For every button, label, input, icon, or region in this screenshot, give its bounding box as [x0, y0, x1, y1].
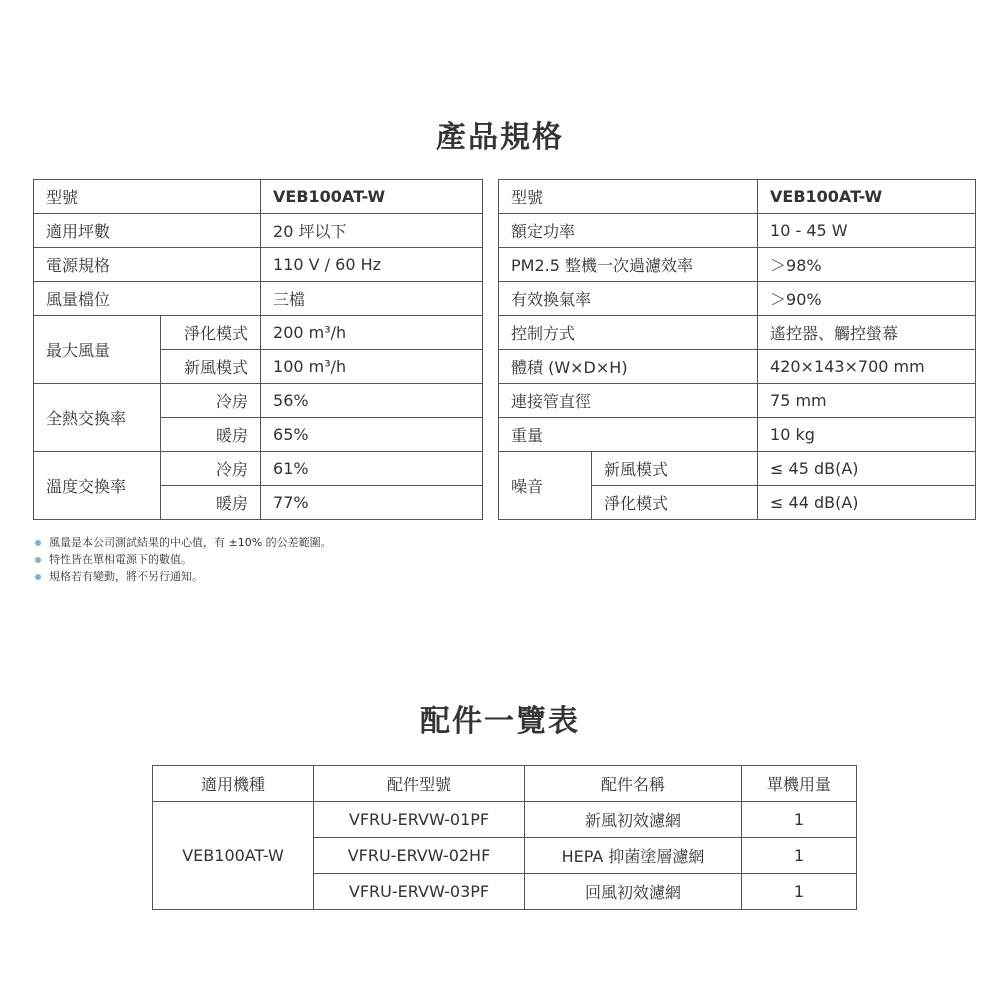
- table-row: [34, 282, 483, 316]
- header-model: 適用機種: [153, 766, 314, 802]
- size-value: 420×143×700 mm: [758, 350, 976, 384]
- bullet-icon: [35, 540, 41, 546]
- rated-power-value: 10 - 45 W: [758, 214, 976, 248]
- control-value: 遙控器、觸控螢幕: [758, 316, 976, 350]
- part-number: VFRU-ERVW-02HF: [314, 838, 525, 874]
- max-air-label: 最大風量: [34, 316, 161, 384]
- table-row: [499, 350, 976, 384]
- noise-fresh-label: 新風模式: [592, 452, 758, 486]
- pm25-value: ＞98%: [758, 248, 976, 282]
- table-row: [153, 802, 857, 838]
- heat-exchange-label: 全熱交換率: [34, 384, 161, 452]
- noise-purify-label: 淨化模式: [592, 486, 758, 520]
- table-row: [34, 214, 483, 248]
- power-label: 電源規格: [34, 248, 261, 282]
- table-row: [499, 282, 976, 316]
- part-qty: 1: [742, 874, 857, 910]
- note-text: 風量是本公司測試結果的中心值，有 ±10% 的公差範圍。: [49, 536, 332, 549]
- purify-air-value: 200 m³/h: [261, 316, 483, 350]
- bullet-icon: [35, 574, 41, 580]
- power-value: 110 V / 60 Hz: [261, 248, 483, 282]
- heat-cool-value: 56%: [261, 384, 483, 418]
- warm-label: 暖房: [161, 486, 261, 520]
- applicable-model: VEB100AT-W: [153, 802, 314, 910]
- model-label: 型號: [499, 180, 758, 214]
- model-value: VEB100AT-W: [758, 180, 976, 214]
- spec-title: 產品規格: [436, 120, 564, 155]
- accessories-table: [152, 765, 857, 910]
- note-item: [35, 534, 332, 551]
- spec-table-left: [33, 179, 483, 520]
- noise-purify-value: ≤ 44 dB(A): [758, 486, 976, 520]
- cool-label: 冷房: [161, 452, 261, 486]
- table-row: [34, 316, 483, 350]
- model-value: VEB100AT-W: [261, 180, 483, 214]
- header-name: 配件名稱: [525, 766, 742, 802]
- part-number: VFRU-ERVW-01PF: [314, 802, 525, 838]
- table-row: [34, 452, 483, 486]
- pipe-label: 連接管直徑: [499, 384, 758, 418]
- weight-label: 重量: [499, 418, 758, 452]
- note-item: [35, 568, 332, 585]
- pipe-value: 75 mm: [758, 384, 976, 418]
- ventilation-label: 有效換氣率: [499, 282, 758, 316]
- area-label: 適用坪數: [34, 214, 261, 248]
- temp-cool-value: 61%: [261, 452, 483, 486]
- table-row: [499, 452, 976, 486]
- temp-warm-value: 77%: [261, 486, 483, 520]
- speed-value: 三檔: [261, 282, 483, 316]
- model-label: 型號: [34, 180, 261, 214]
- note-text: 特性皆在單相電源下的數值。: [49, 553, 192, 566]
- speed-label: 風量檔位: [34, 282, 261, 316]
- table-row: [34, 384, 483, 418]
- warm-label: 暖房: [161, 418, 261, 452]
- spec-notes: [35, 534, 332, 585]
- weight-value: 10 kg: [758, 418, 976, 452]
- header-part: 配件型號: [314, 766, 525, 802]
- note-text: 規格若有變動，將不另行通知。: [49, 570, 203, 583]
- heat-warm-value: 65%: [261, 418, 483, 452]
- pm25-label: PM2.5 整機一次過濾效率: [499, 248, 758, 282]
- bullet-icon: [35, 557, 41, 563]
- accessories-title: 配件一覽表: [420, 704, 580, 739]
- noise-fresh-value: ≤ 45 dB(A): [758, 452, 976, 486]
- fresh-mode-label: 新風模式: [161, 350, 261, 384]
- cool-label: 冷房: [161, 384, 261, 418]
- area-value: 20 坪以下: [261, 214, 483, 248]
- table-row: [34, 248, 483, 282]
- temp-exchange-label: 溫度交換率: [34, 452, 161, 520]
- part-qty: 1: [742, 802, 857, 838]
- note-item: [35, 551, 332, 568]
- table-row: [499, 214, 976, 248]
- table-row: [499, 418, 976, 452]
- rated-power-label: 額定功率: [499, 214, 758, 248]
- table-row: [34, 180, 483, 214]
- part-qty: 1: [742, 838, 857, 874]
- part-name: 新風初效濾網: [525, 802, 742, 838]
- part-number: VFRU-ERVW-03PF: [314, 874, 525, 910]
- part-name: 回風初效濾網: [525, 874, 742, 910]
- control-label: 控制方式: [499, 316, 758, 350]
- size-label: 體積 (W×D×H): [499, 350, 758, 384]
- table-row: [499, 384, 976, 418]
- part-name: HEPA 抑菌塗層濾網: [525, 838, 742, 874]
- table-header-row: [153, 766, 857, 802]
- purify-mode-label: 淨化模式: [161, 316, 261, 350]
- spec-table-right: [498, 179, 976, 520]
- table-row: [499, 248, 976, 282]
- ventilation-value: ＞90%: [758, 282, 976, 316]
- noise-label: 噪音: [499, 452, 592, 520]
- table-row: [499, 180, 976, 214]
- table-row: [499, 316, 976, 350]
- fresh-air-value: 100 m³/h: [261, 350, 483, 384]
- header-qty: 單機用量: [742, 766, 857, 802]
